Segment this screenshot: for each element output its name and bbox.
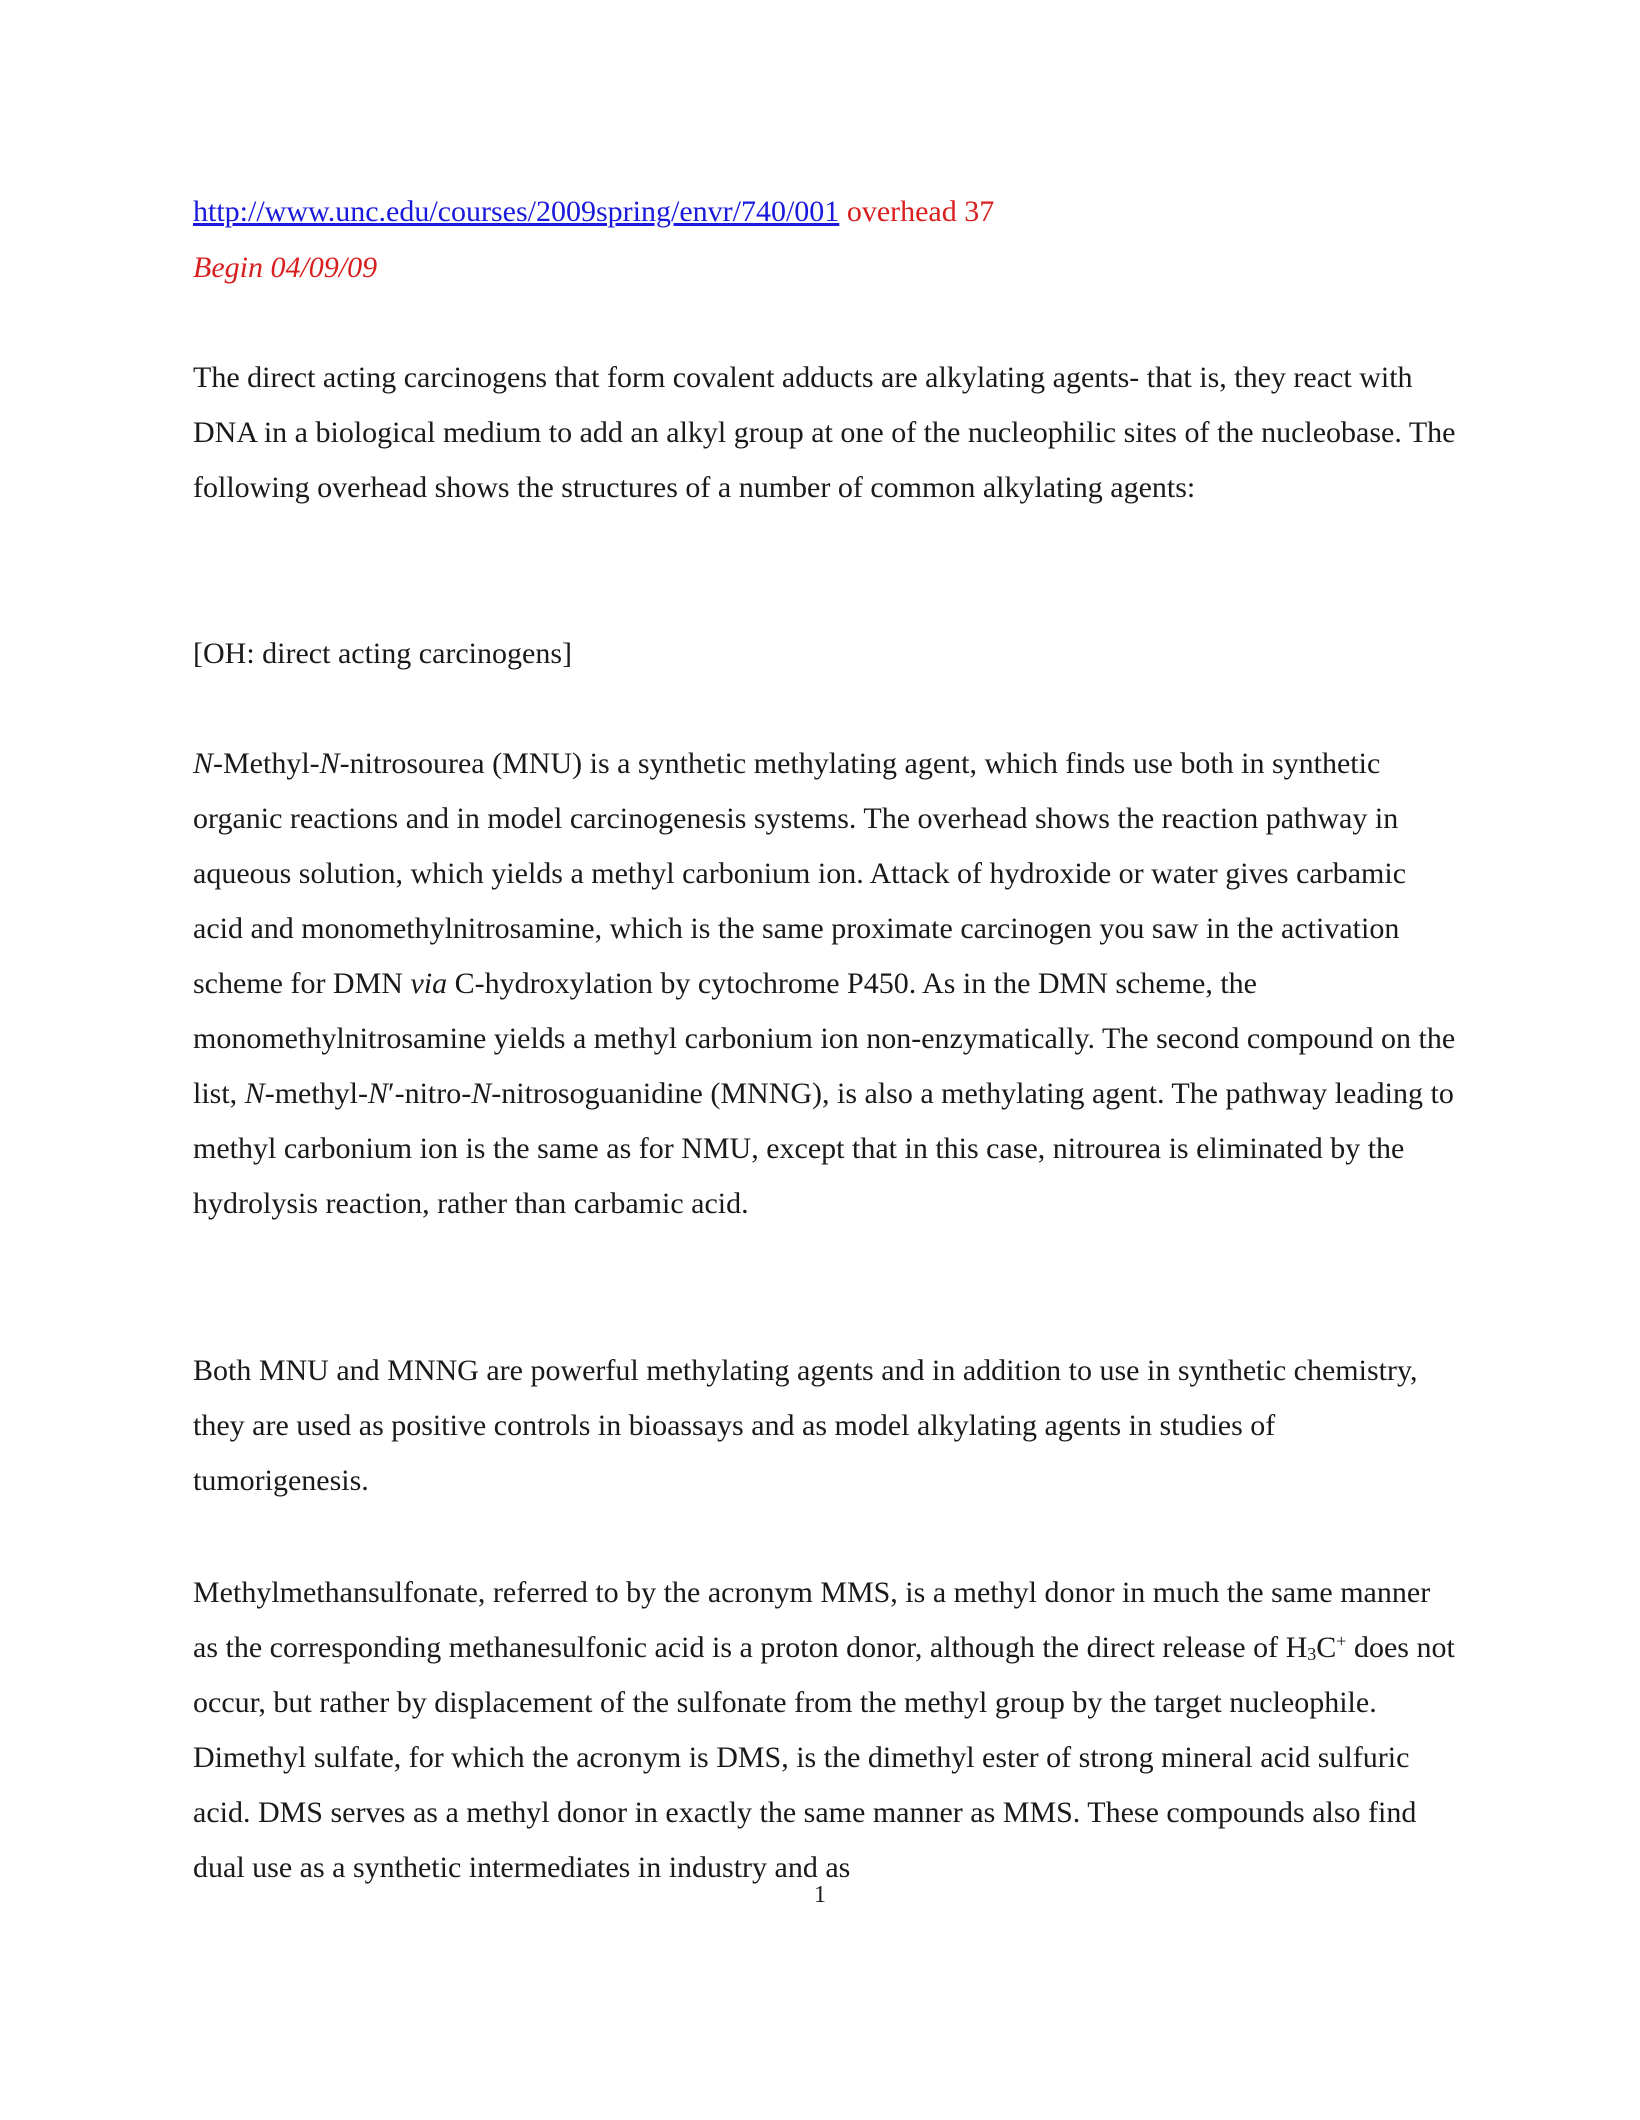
text-run: -nitrosoguanidine (MNNG), is also a methylating agent. The pathway leading to methyl carbonium ion is the same as for NMU, except that in this case, nitrourea is eliminated by the hydrolysis reaction, rather than carbamic acid.: [193, 1077, 1454, 1220]
paragraph-mms-dms: [193, 1565, 1458, 1895]
superscript: +: [1336, 1631, 1347, 1651]
italic-n: N: [471, 1077, 492, 1110]
paragraph-mnu-mnng: [193, 736, 1458, 1231]
italic-n: N: [193, 747, 214, 780]
prime-glyph: ′: [388, 1077, 395, 1110]
text-run: -Methyl-: [213, 747, 320, 780]
text-run: does not occur, but rather by displacement of the sulfonate from the methyl group by the target nucleophile. Dimethyl sulfate, for which the acronym is DMS, is the dimethyl ester of strong mineral acid sulfuric acid. DMS serves as a methyl donor in exactly the same manner as MMS. These compounds also find dual use as a synthetic intermediates in industry and as: [193, 1631, 1455, 1884]
text-run: -nitro-: [394, 1077, 472, 1110]
text-run: Methylmethansulfonate, referred to by the acronym MMS, is a methyl donor in much the same manner as the corresponding methanesulfonic acid is a proton donor, although the direct release of H: [193, 1576, 1431, 1664]
italic-n: N: [244, 1077, 265, 1110]
text-run: -methyl-: [264, 1077, 369, 1110]
text-run: -nitrosourea (MNU) is a synthetic methylating agent, which finds use both in synthetic organic reactions and in model carcinogenesis systems. The overhead shows the reaction pathway in aqueous solution, which yields a methyl carbonium ion. Attack of hydroxide or water gives carbamic acid and monomethylnitrosamine, which is the same proximate carcinogen you saw in the activation scheme for DMN: [193, 747, 1407, 1000]
italic-via: via: [410, 967, 448, 1000]
page-number: 1: [814, 1882, 826, 1908]
text-run: C: [1316, 1631, 1337, 1664]
paragraph-uses: Both MNU and MNNG are powerful methylating agents and in addition to use in synthetic chemistry, they are used as positive controls in bioassays and as model alkylating agents in studies of tumorigenesis.: [193, 1354, 1418, 1497]
course-url-link[interactable]: http://www.unc.edu/courses/2009spring/envr/740/001: [193, 195, 840, 228]
subscript: 3: [1307, 1644, 1317, 1664]
italic-n: N: [368, 1077, 389, 1110]
header-line: [193, 184, 1458, 239]
paragraph-intro: The direct acting carcinogens that form covalent adducts are alkylating agents- that is, they react with DNA in a biological medium to add an alkyl group at one of the nucleophilic sites of the nucleobase. The following overhead shows the structures of a number of common alkylating agents:: [193, 361, 1456, 504]
paragraph-overhead-ref: [OH: direct acting carcinogens]: [193, 637, 572, 670]
italic-n: N: [319, 747, 340, 780]
begin-date: Begin 04/09/09: [193, 251, 378, 284]
overhead-label: overhead 37: [846, 195, 995, 228]
text-run: C-hydroxylation by cytochrome P450. As in the DMN scheme, the monomethylnitrosamine yields a methyl carbonium ion non-enzymatically. The second compound on the list,: [193, 967, 1456, 1110]
